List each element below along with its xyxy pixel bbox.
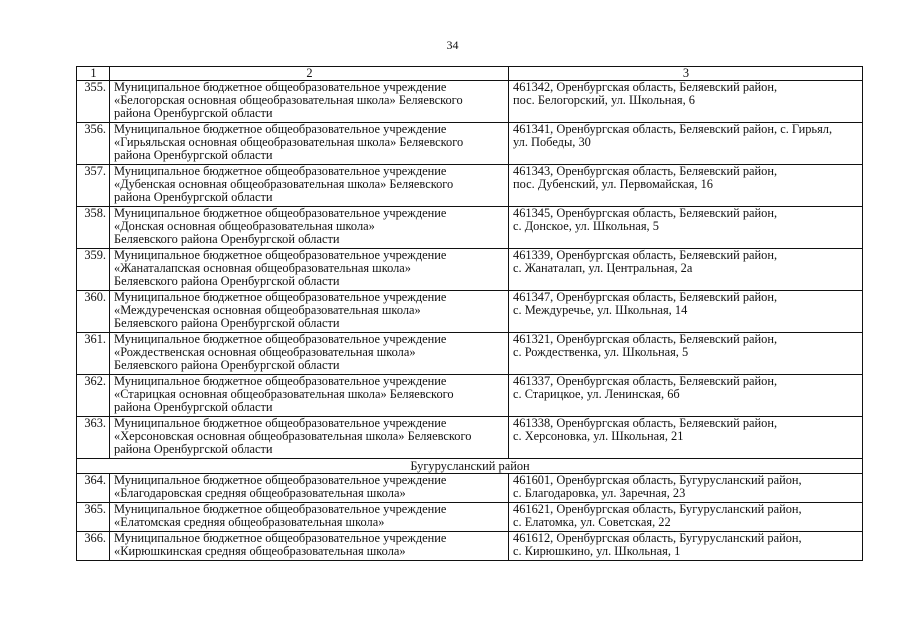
table-row [77,503,863,532]
institution-address-line: 461342, Оренбургская область, Беляевский район, [513,80,778,94]
row-number: 358. [77,207,110,249]
institution-address-line: с. Благодаровка, ул. Заречная, 23 [513,486,686,501]
table-row [77,532,863,561]
institution-name-line: района Оренбургской области [114,106,273,121]
institution-name-line: Беляевского района Оренбургской области [114,358,340,373]
institution-name-line: Беляевского района Оренбургской области [114,274,340,289]
institution-name [110,81,509,123]
institution-name-line: Муниципальное бюджетное общеобразовательное учреждение [114,122,447,136]
institution-address-line: с. Старицкое, ул. Ленинская, 6б [513,387,680,402]
institution-address-line: с. Донское, ул. Школьная, 5 [513,219,659,234]
institution-name-line: «Белогорская основная общеобразовательная школа» Беляевского [114,93,463,108]
row-number: 360. [77,291,110,333]
column-header-2: 2 [110,67,509,81]
institution-name-line: «Междуреченская основная общеобразовательная школа» [114,303,421,318]
institution-address-line: с. Рождественка, ул. Школьная, 5 [513,345,689,360]
institution-name-line: Муниципальное бюджетное общеобразовательное учреждение [114,332,447,346]
institution-address-line: с. Херсоновка, ул. Школьная, 21 [513,429,684,444]
header-row [77,67,863,81]
institution-address-line: пос. Белогорский, ул. Школьная, 6 [513,93,695,108]
institution-address-line: 461338, Оренбургская область, Беляевский район, [513,416,778,430]
district-section-row [77,459,863,474]
institution-name [110,375,509,417]
institution-name-line: «Жанаталапская основная общеобразовательная школа» [114,261,411,276]
institution-name-line: «Кирюшкинская средняя общеобразовательная школа» [114,544,406,559]
table-row [77,249,863,291]
institution-address-line: 461621, Оренбургская область, Бугурусланский район, [513,502,802,516]
institution-name-line: Беляевского района Оренбургской области [114,232,340,247]
institution-name-line: района Оренбургской области [114,148,273,163]
institution-name-line: Муниципальное бюджетное общеобразовательное учреждение [114,164,447,178]
institution-address-line: с. Кирюшкино, ул. Школьная, 1 [513,544,681,559]
row-number: 359. [77,249,110,291]
column-header-1: 1 [77,67,110,81]
institution-name [110,333,509,375]
institution-address [509,474,863,503]
row-number: 365. [77,503,110,532]
table-row [77,81,863,123]
institution-address-line: 461341, Оренбургская область, Беляевский район, с. Гирьял, [513,122,833,136]
institution-address-line: ул. Победы, 30 [513,135,591,150]
row-number: 364. [77,474,110,503]
row-number: 366. [77,532,110,561]
institution-name [110,291,509,333]
institution-address [509,503,863,532]
institution-name [110,165,509,207]
table-body [77,67,863,561]
institution-name-line: «Старицкая основная общеобразовательная школа» Беляевского [114,387,454,402]
institution-name-line: района Оренбургской области [114,442,273,457]
table-row [77,123,863,165]
institution-address-line: 461339, Оренбургская область, Беляевский район, [513,248,778,262]
institution-name-line: Муниципальное бюджетное общеобразовательное учреждение [114,502,447,516]
table-row [77,375,863,417]
institution-name [110,123,509,165]
institution-name-line: «Рождественская основная общеобразовательная школа» [114,345,416,360]
table-row [77,165,863,207]
institution-address [509,333,863,375]
institution-address-line: 461347, Оренбургская область, Беляевский район, [513,290,778,304]
table-row [77,474,863,503]
institution-address-line: 461601, Оренбургская область, Бугурусланский район, [513,473,802,487]
institution-name-line: района Оренбургской области [114,190,273,205]
schools-table [76,66,863,561]
institution-address-line: с. Междуречье, ул. Школьная, 14 [513,303,688,318]
table-row [77,207,863,249]
institution-address [509,249,863,291]
institution-name-line: Муниципальное бюджетное общеобразовательное учреждение [114,374,447,388]
institution-address-line: 461337, Оренбургская область, Беляевский район, [513,374,778,388]
institution-name-line: «Херсоновская основная общеобразовательная школа» Беляевского [114,429,472,444]
row-number: 362. [77,375,110,417]
institution-address-line: с. Жанаталап, ул. Центральная, 2а [513,261,693,276]
table-row [77,333,863,375]
institution-name-line: Муниципальное бюджетное общеобразовательное учреждение [114,473,447,487]
institution-address-line: 461321, Оренбургская область, Беляевский район, [513,332,778,346]
institution-name-line: Муниципальное бюджетное общеобразовательное учреждение [114,206,447,220]
row-number: 355. [77,81,110,123]
institution-name-line: района Оренбургской области [114,400,273,415]
institution-name-line: «Гирьяльская основная общеобразовательная школа» Беляевского [114,135,464,150]
institution-address [509,165,863,207]
institution-name [110,417,509,459]
institution-address-line: 461345, Оренбургская область, Беляевский район, [513,206,778,220]
institution-name [110,207,509,249]
institution-name-line: «Благодаровская средняя общеобразовательная школа» [114,486,406,501]
page-number: 34 [446,38,459,52]
institution-address [509,375,863,417]
institution-name [110,249,509,291]
institution-name [110,532,509,561]
table-row [77,417,863,459]
institution-name-line: «Донская основная общеобразовательная школа» [114,219,375,234]
institution-name-line: Муниципальное бюджетное общеобразовательное учреждение [114,80,447,94]
institution-address [509,532,863,561]
institution-address [509,207,863,249]
institution-address [509,417,863,459]
institution-name-line: «Дубенская основная общеобразовательная школа» Беляевского [114,177,454,192]
institution-name-line: Муниципальное бюджетное общеобразовательное учреждение [114,416,447,430]
institution-name-line: Муниципальное бюджетное общеобразовательное учреждение [114,290,447,304]
row-number: 357. [77,165,110,207]
row-number: 356. [77,123,110,165]
row-number: 363. [77,417,110,459]
institution-address-line: 461612, Оренбургская область, Бугурусланский район, [513,531,802,545]
institution-name-line: Беляевского района Оренбургской области [114,316,340,331]
institution-address-line: 461343, Оренбургская область, Беляевский район, [513,164,778,178]
institution-address [509,81,863,123]
institution-address-line: пос. Дубенский, ул. Первомайская, 16 [513,177,713,192]
institution-name [110,503,509,532]
district-name: Бугурусланский район [77,459,863,474]
institution-name-line: Муниципальное бюджетное общеобразовательное учреждение [114,248,447,262]
institution-address-line: с. Елатомка, ул. Советская, 22 [513,515,671,530]
institution-name-line: Муниципальное бюджетное общеобразовательное учреждение [114,531,447,545]
column-header-3: 3 [509,67,863,81]
row-number: 361. [77,333,110,375]
table-row [77,291,863,333]
institution-address [509,123,863,165]
institution-name-line: «Елатомская средняя общеобразовательная школа» [114,515,385,530]
institution-address [509,291,863,333]
institution-name [110,474,509,503]
